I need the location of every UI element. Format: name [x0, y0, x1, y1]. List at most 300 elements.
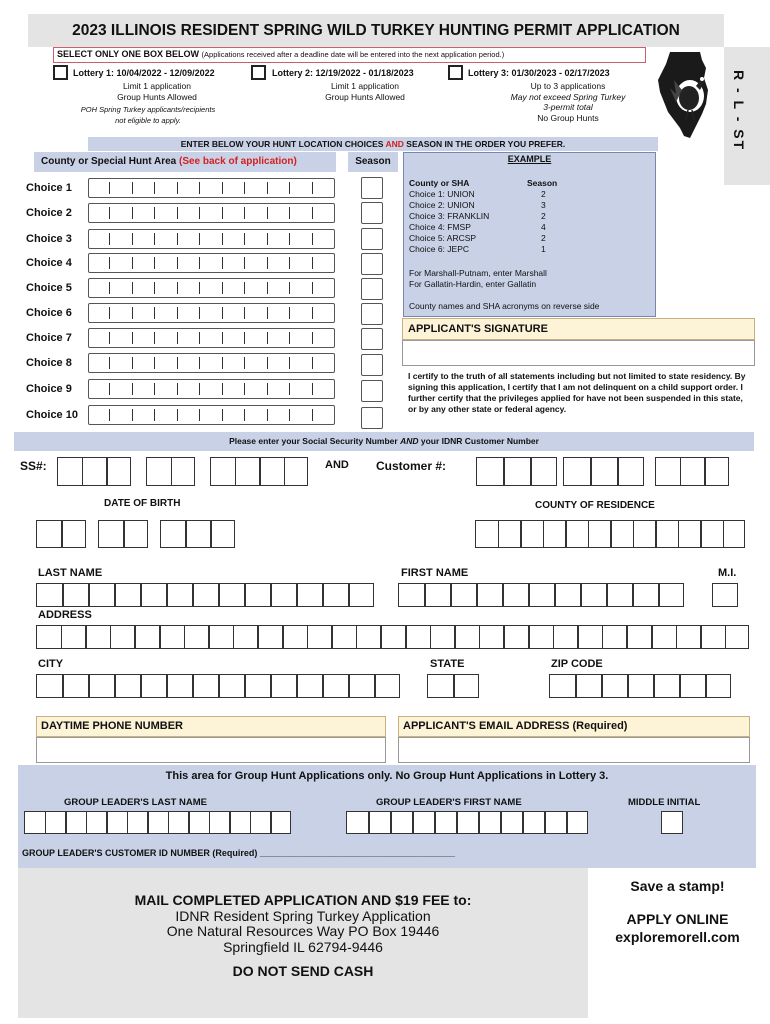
- letter-divider: [312, 207, 313, 219]
- poh-note-2: not eligible to apply.: [115, 115, 181, 125]
- lottery-1-checkbox[interactable]: [53, 65, 68, 80]
- group-first-label: GROUP LEADER'S FIRST NAME: [376, 797, 522, 808]
- choice-county-field-8[interactable]: [88, 353, 335, 373]
- letter-divider: [312, 357, 313, 369]
- cell-divider: [380, 626, 382, 648]
- cell-divider: [62, 584, 64, 606]
- letter-divider: [154, 332, 155, 344]
- group-mi-field[interactable]: [661, 811, 683, 834]
- cell-divider: [456, 812, 458, 833]
- cell-divider: [601, 675, 603, 697]
- cell-divider: [270, 812, 272, 833]
- cell-divider: [235, 458, 237, 485]
- group-mi-label: MIDDLE INITIAL: [628, 797, 701, 808]
- lottery-3-note: May not exceed Spring Turkey: [510, 91, 626, 102]
- group-custid-label: GROUP LEADER'S CUSTOMER ID NUMBER (Required) _______________________________________: [22, 848, 456, 858]
- cell-divider: [676, 626, 678, 648]
- cell-divider: [210, 521, 212, 547]
- letter-divider: [267, 409, 268, 421]
- letter-divider: [289, 357, 290, 369]
- county-residence-field[interactable]: [475, 520, 745, 548]
- mail-line-3: One Natural Resources Way PO Box 19446: [166, 923, 440, 939]
- choice-label-3: Choice 3: [26, 233, 72, 245]
- cell-divider: [244, 675, 246, 697]
- last-name-field[interactable]: [36, 583, 374, 607]
- cell-divider: [348, 584, 350, 606]
- ssn-part-2[interactable]: [146, 457, 195, 486]
- phone-field[interactable]: [36, 737, 386, 763]
- season-field-6[interactable]: [361, 303, 383, 325]
- cell-divider: [106, 812, 108, 833]
- letter-divider: [177, 207, 178, 219]
- choice-label-8: Choice 8: [26, 357, 72, 369]
- letter-divider: [312, 307, 313, 319]
- letter-divider: [109, 357, 110, 369]
- cell-divider: [184, 626, 186, 648]
- letter-divider: [289, 207, 290, 219]
- cell-divider: [322, 584, 324, 606]
- letter-divider: [244, 207, 245, 219]
- letter-divider: [109, 182, 110, 194]
- cell-divider: [575, 675, 577, 697]
- letter-divider: [199, 282, 200, 294]
- letter-divider: [199, 332, 200, 344]
- example-box: [403, 152, 656, 317]
- cell-divider: [250, 812, 252, 833]
- letter-divider: [312, 233, 313, 245]
- cell-divider: [106, 458, 108, 485]
- letter-divider: [177, 307, 178, 319]
- choice-county-field-1[interactable]: [88, 178, 335, 198]
- cell-divider: [704, 458, 706, 485]
- cell-divider: [528, 626, 530, 648]
- signature-field[interactable]: [402, 340, 755, 366]
- cell-divider: [270, 675, 272, 697]
- lottery-2-label: Lottery 2: 12/19/2022 - 01/18/2023: [272, 68, 414, 78]
- letter-divider: [132, 409, 133, 421]
- customer-part-2[interactable]: [563, 457, 644, 486]
- example-county: Choice 2: UNION: [409, 200, 475, 210]
- cell-divider: [61, 521, 63, 547]
- cell-divider: [520, 521, 522, 547]
- cell-divider: [412, 812, 414, 833]
- lottery-3-total: 3-permit total: [543, 102, 593, 112]
- choice-county-field-2[interactable]: [88, 203, 335, 223]
- cell-divider: [348, 675, 350, 697]
- letter-divider: [109, 282, 110, 294]
- letter-divider: [244, 332, 245, 344]
- choice-county-field-7[interactable]: [88, 328, 335, 348]
- cell-divider: [651, 626, 653, 648]
- cell-divider: [632, 584, 634, 606]
- letter-divider: [244, 282, 245, 294]
- letter-divider: [289, 383, 290, 395]
- example-row: [409, 222, 649, 233]
- letter-divider: [244, 182, 245, 194]
- letter-divider: [267, 332, 268, 344]
- cell-divider: [356, 626, 358, 648]
- letter-divider: [132, 233, 133, 245]
- letter-divider: [132, 357, 133, 369]
- cell-divider: [192, 584, 194, 606]
- cell-divider: [725, 626, 727, 648]
- letter-divider: [222, 307, 223, 319]
- cell-divider: [503, 458, 505, 485]
- letter-divider: [289, 233, 290, 245]
- letter-divider: [199, 409, 200, 421]
- example-row: [409, 244, 649, 255]
- cell-divider: [553, 626, 555, 648]
- cell-divider: [528, 584, 530, 606]
- mi-field[interactable]: [712, 583, 738, 607]
- letter-divider: [289, 182, 290, 194]
- letter-divider: [289, 332, 290, 344]
- letter-divider: [177, 233, 178, 245]
- cell-divider: [453, 675, 455, 697]
- state-field[interactable]: [427, 674, 479, 698]
- letter-divider: [177, 257, 178, 269]
- cell-divider: [678, 521, 680, 547]
- example-note-reverse: County names and SHA acronyms on reverse side: [409, 301, 600, 311]
- cell-divider: [166, 675, 168, 697]
- cell-divider: [655, 521, 657, 547]
- apply-online: APPLY ONLINE: [626, 911, 729, 927]
- season-field-7[interactable]: [361, 328, 383, 350]
- mail-line-4: Springfield IL 62794-9446: [223, 938, 383, 955]
- choice-label-10: Choice 10: [26, 409, 78, 421]
- cell-divider: [543, 521, 545, 547]
- certification-text: I certify to the truth of all statements including but not limited to state residency. By signing this application, I certify that I am not delinquent on a child support order. I further certify that the privileges applied for have not been suspended in this state, or by any other state or federal agency.: [408, 371, 746, 414]
- letter-divider: [177, 409, 178, 421]
- letter-divider: [312, 332, 313, 344]
- season-column-header: Season: [348, 152, 398, 172]
- letter-divider: [154, 257, 155, 269]
- season-field-5[interactable]: [361, 278, 383, 300]
- email-field[interactable]: [398, 737, 750, 763]
- cell-divider: [580, 584, 582, 606]
- hunt-choices-header: ENTER BELOW YOUR HUNT LOCATION CHOICES AND SEASON IN THE ORDER YOU PREFER.: [88, 137, 658, 151]
- ssn-part-3[interactable]: [210, 457, 308, 486]
- example-col-season: Season: [527, 178, 558, 188]
- cell-divider: [110, 626, 112, 648]
- cell-divider: [700, 521, 702, 547]
- cell-divider: [85, 626, 87, 648]
- deadline-note: (Applications received after a deadline date will be entered into the next application period.): [201, 50, 505, 59]
- select-one-label: SELECT ONLY ONE BOX BELOW: [57, 49, 200, 59]
- cell-divider: [617, 458, 619, 485]
- phone-header: DAYTIME PHONE NUMBER: [36, 716, 386, 737]
- letter-divider: [154, 409, 155, 421]
- cell-divider: [62, 675, 64, 697]
- cell-divider: [723, 521, 725, 547]
- lottery-2-groups: Group Hunts Allowed: [325, 91, 405, 102]
- cell-divider: [86, 812, 88, 833]
- group-first-field[interactable]: [346, 811, 588, 834]
- letter-divider: [132, 307, 133, 319]
- cell-divider: [565, 521, 567, 547]
- letter-divider: [244, 383, 245, 395]
- cell-divider: [424, 584, 426, 606]
- customer-part-1[interactable]: [476, 457, 557, 486]
- letter-divider: [312, 182, 313, 194]
- cell-divider: [374, 675, 376, 697]
- example-season: 2: [541, 189, 546, 199]
- letter-divider: [154, 233, 155, 245]
- example-row: [409, 211, 649, 222]
- cell-divider: [209, 812, 211, 833]
- state-label: STATE: [430, 658, 465, 670]
- lottery-2-checkbox[interactable]: [251, 65, 266, 80]
- group-last-field[interactable]: [24, 811, 291, 834]
- cell-divider: [284, 458, 286, 485]
- example-note-marshall: For Marshall-Putnam, enter Marshall: [409, 268, 547, 278]
- season-field-2[interactable]: [361, 202, 383, 224]
- choice-county-field-5[interactable]: [88, 278, 335, 298]
- example-title: EXAMPLE: [507, 154, 552, 164]
- cell-divider: [185, 521, 187, 547]
- cell-divider: [208, 626, 210, 648]
- cell-divider: [368, 812, 370, 833]
- dob-label: DATE OF BIRTH: [104, 498, 181, 509]
- letter-divider: [267, 383, 268, 395]
- example-row: [409, 233, 649, 244]
- letter-divider: [199, 233, 200, 245]
- cell-divider: [627, 675, 629, 697]
- choice-label-4: Choice 4: [26, 257, 72, 269]
- season-field-4[interactable]: [361, 253, 383, 275]
- city-label: CITY: [38, 658, 64, 670]
- letter-divider: [177, 332, 178, 344]
- cell-divider: [270, 584, 272, 606]
- cell-divider: [127, 812, 129, 833]
- cell-divider: [218, 584, 220, 606]
- address-field[interactable]: [36, 625, 749, 649]
- illinois-turkey-icon: [656, 50, 722, 140]
- lottery-3-checkbox[interactable]: [448, 65, 463, 80]
- letter-divider: [244, 409, 245, 421]
- letter-divider: [154, 307, 155, 319]
- choice-label-2: Choice 2: [26, 207, 72, 219]
- cell-divider: [454, 626, 456, 648]
- choice-county-field-10[interactable]: [88, 405, 335, 425]
- ssn-part-1[interactable]: [57, 457, 131, 486]
- letter-divider: [199, 182, 200, 194]
- cell-divider: [705, 675, 707, 697]
- letter-divider: [199, 257, 200, 269]
- ssn-label: SS#:: [20, 459, 47, 473]
- letter-divider: [267, 307, 268, 319]
- cell-divider: [282, 626, 284, 648]
- letter-divider: [109, 257, 110, 269]
- apply-url-link[interactable]: exploremorell.com: [615, 929, 740, 945]
- cell-divider: [296, 584, 298, 606]
- cell-divider: [218, 675, 220, 697]
- cell-divider: [171, 458, 173, 485]
- cell-divider: [405, 626, 407, 648]
- cell-divider: [166, 584, 168, 606]
- letter-divider: [132, 383, 133, 395]
- letter-divider: [267, 357, 268, 369]
- cell-divider: [233, 626, 235, 648]
- cell-divider: [590, 458, 592, 485]
- letter-divider: [267, 182, 268, 194]
- letter-divider: [244, 357, 245, 369]
- letter-divider: [312, 383, 313, 395]
- letter-divider: [154, 182, 155, 194]
- first-name-field[interactable]: [398, 583, 684, 607]
- choice-county-field-9[interactable]: [88, 379, 335, 399]
- example-season: 2: [541, 233, 546, 243]
- letter-divider: [289, 409, 290, 421]
- mail-line-5: DO NOT SEND CASH: [232, 963, 374, 979]
- cell-divider: [503, 626, 505, 648]
- letter-divider: [154, 282, 155, 294]
- select-one-box-banner: [53, 47, 646, 63]
- cell-divider: [82, 458, 84, 485]
- dob-year[interactable]: [160, 520, 235, 548]
- season-field-9[interactable]: [361, 380, 383, 402]
- season-field-8[interactable]: [361, 354, 383, 376]
- mail-line-2: IDNR Resident Spring Turkey Application: [175, 907, 431, 924]
- example-season: 4: [541, 222, 546, 232]
- last-name-label: LAST NAME: [38, 567, 103, 579]
- cell-divider: [61, 626, 63, 648]
- letter-divider: [109, 383, 110, 395]
- letter-divider: [154, 383, 155, 395]
- cell-divider: [88, 584, 90, 606]
- poh-note-1: POH Spring Turkey applicants/recipients: [80, 105, 216, 114]
- ssn-instructions: Please enter your Social Security Number AND your IDNR Customer Number: [14, 432, 754, 451]
- cell-divider: [479, 626, 481, 648]
- cell-divider: [478, 812, 480, 833]
- lottery-3-limit: Up to 3 applications: [530, 81, 606, 91]
- choice-county-field-6[interactable]: [88, 303, 335, 323]
- group-last-label: GROUP LEADER'S LAST NAME: [64, 797, 208, 808]
- cell-divider: [140, 584, 142, 606]
- letter-divider: [267, 233, 268, 245]
- letter-divider: [222, 207, 223, 219]
- letter-divider: [222, 282, 223, 294]
- letter-divider: [289, 282, 290, 294]
- mi-label: M.I.: [718, 567, 737, 579]
- choice-county-field-3[interactable]: [88, 229, 335, 249]
- cell-divider: [188, 812, 190, 833]
- cell-divider: [626, 626, 628, 648]
- cell-divider: [88, 675, 90, 697]
- cell-divider: [331, 626, 333, 648]
- cell-divider: [658, 584, 660, 606]
- cell-divider: [606, 584, 608, 606]
- letter-divider: [267, 257, 268, 269]
- cell-divider: [500, 812, 502, 833]
- letter-divider: [109, 409, 110, 421]
- cell-divider: [259, 458, 261, 485]
- city-field[interactable]: [36, 674, 400, 698]
- choice-label-7: Choice 7: [26, 332, 72, 344]
- lottery-1-groups: Group Hunts Allowed: [117, 91, 197, 102]
- example-season: 1: [541, 244, 546, 254]
- dob-day[interactable]: [98, 520, 148, 548]
- letter-divider: [132, 257, 133, 269]
- cell-divider: [65, 812, 67, 833]
- cell-divider: [610, 521, 612, 547]
- cell-divider: [123, 521, 125, 547]
- letter-divider: [222, 357, 223, 369]
- letter-divider: [132, 282, 133, 294]
- example-row: [409, 189, 649, 200]
- example-county: Choice 3: FRANKLIN: [409, 211, 490, 221]
- choice-label-6: Choice 6: [26, 307, 72, 319]
- cell-divider: [679, 675, 681, 697]
- cell-divider: [296, 675, 298, 697]
- example-county: Choice 4: FMSP: [409, 222, 471, 232]
- cell-divider: [522, 812, 524, 833]
- example-note-gallatin: For Gallatin-Hardin, enter Gallatin: [409, 279, 537, 289]
- cell-divider: [554, 584, 556, 606]
- letter-divider: [177, 182, 178, 194]
- cell-divider: [633, 521, 635, 547]
- lottery-2-limit: Limit 1 application: [330, 81, 400, 91]
- email-header: APPLICANT'S EMAIL ADDRESS (Required): [398, 716, 750, 737]
- letter-divider: [177, 357, 178, 369]
- zip-field[interactable]: [549, 674, 731, 698]
- example-col-county: County or SHA: [409, 178, 470, 188]
- mail-line-1: MAIL COMPLETED APPLICATION AND $19 FEE to:: [134, 892, 472, 908]
- season-field-1[interactable]: [361, 177, 383, 199]
- letter-divider: [222, 182, 223, 194]
- cell-divider: [476, 584, 478, 606]
- dob-month[interactable]: [36, 520, 86, 548]
- letter-divider: [177, 383, 178, 395]
- letter-divider: [199, 383, 200, 395]
- lottery-3-no-groups: No Group Hunts: [537, 112, 599, 123]
- letter-divider: [244, 307, 245, 319]
- mailing-instructions: [18, 868, 588, 1018]
- cell-divider: [257, 626, 259, 648]
- cell-divider: [680, 458, 682, 485]
- cell-divider: [390, 812, 392, 833]
- cell-divider: [244, 584, 246, 606]
- cell-divider: [147, 812, 149, 833]
- cell-divider: [434, 812, 436, 833]
- cell-divider: [307, 626, 309, 648]
- group-note: This area for Group Hunt Applications only. No Group Hunt Applications in Lottery 3.: [165, 770, 609, 782]
- county-residence-label: COUNTY OF RESIDENCE: [535, 500, 655, 511]
- letter-divider: [244, 233, 245, 245]
- zip-label: ZIP CODE: [551, 658, 603, 670]
- example-county: Choice 6: JEPC: [409, 244, 469, 254]
- customer-part-3[interactable]: [655, 457, 729, 486]
- season-field-10[interactable]: [361, 407, 383, 429]
- form-title: 2023 ILLINOIS RESIDENT SPRING WILD TURKEY HUNTING PERMIT APPLICATION: [28, 14, 724, 47]
- lottery-1-label: Lottery 1: 10/04/2022 - 12/09/2022: [73, 68, 215, 78]
- letter-divider: [222, 383, 223, 395]
- letter-divider: [312, 257, 313, 269]
- signature-header: APPLICANT'S SIGNATURE: [402, 318, 755, 340]
- letter-divider: [154, 207, 155, 219]
- season-field-3[interactable]: [361, 228, 383, 250]
- example-county: Choice 5: ARCSP: [409, 233, 477, 243]
- letter-divider: [267, 207, 268, 219]
- first-name-label: FIRST NAME: [401, 567, 469, 579]
- letter-divider: [289, 257, 290, 269]
- cell-divider: [168, 812, 170, 833]
- lottery-1-limit: Limit 1 application: [122, 81, 192, 91]
- letter-divider: [222, 257, 223, 269]
- example-season: 2: [541, 211, 546, 221]
- choice-county-field-4[interactable]: [88, 253, 335, 273]
- cell-divider: [566, 812, 568, 833]
